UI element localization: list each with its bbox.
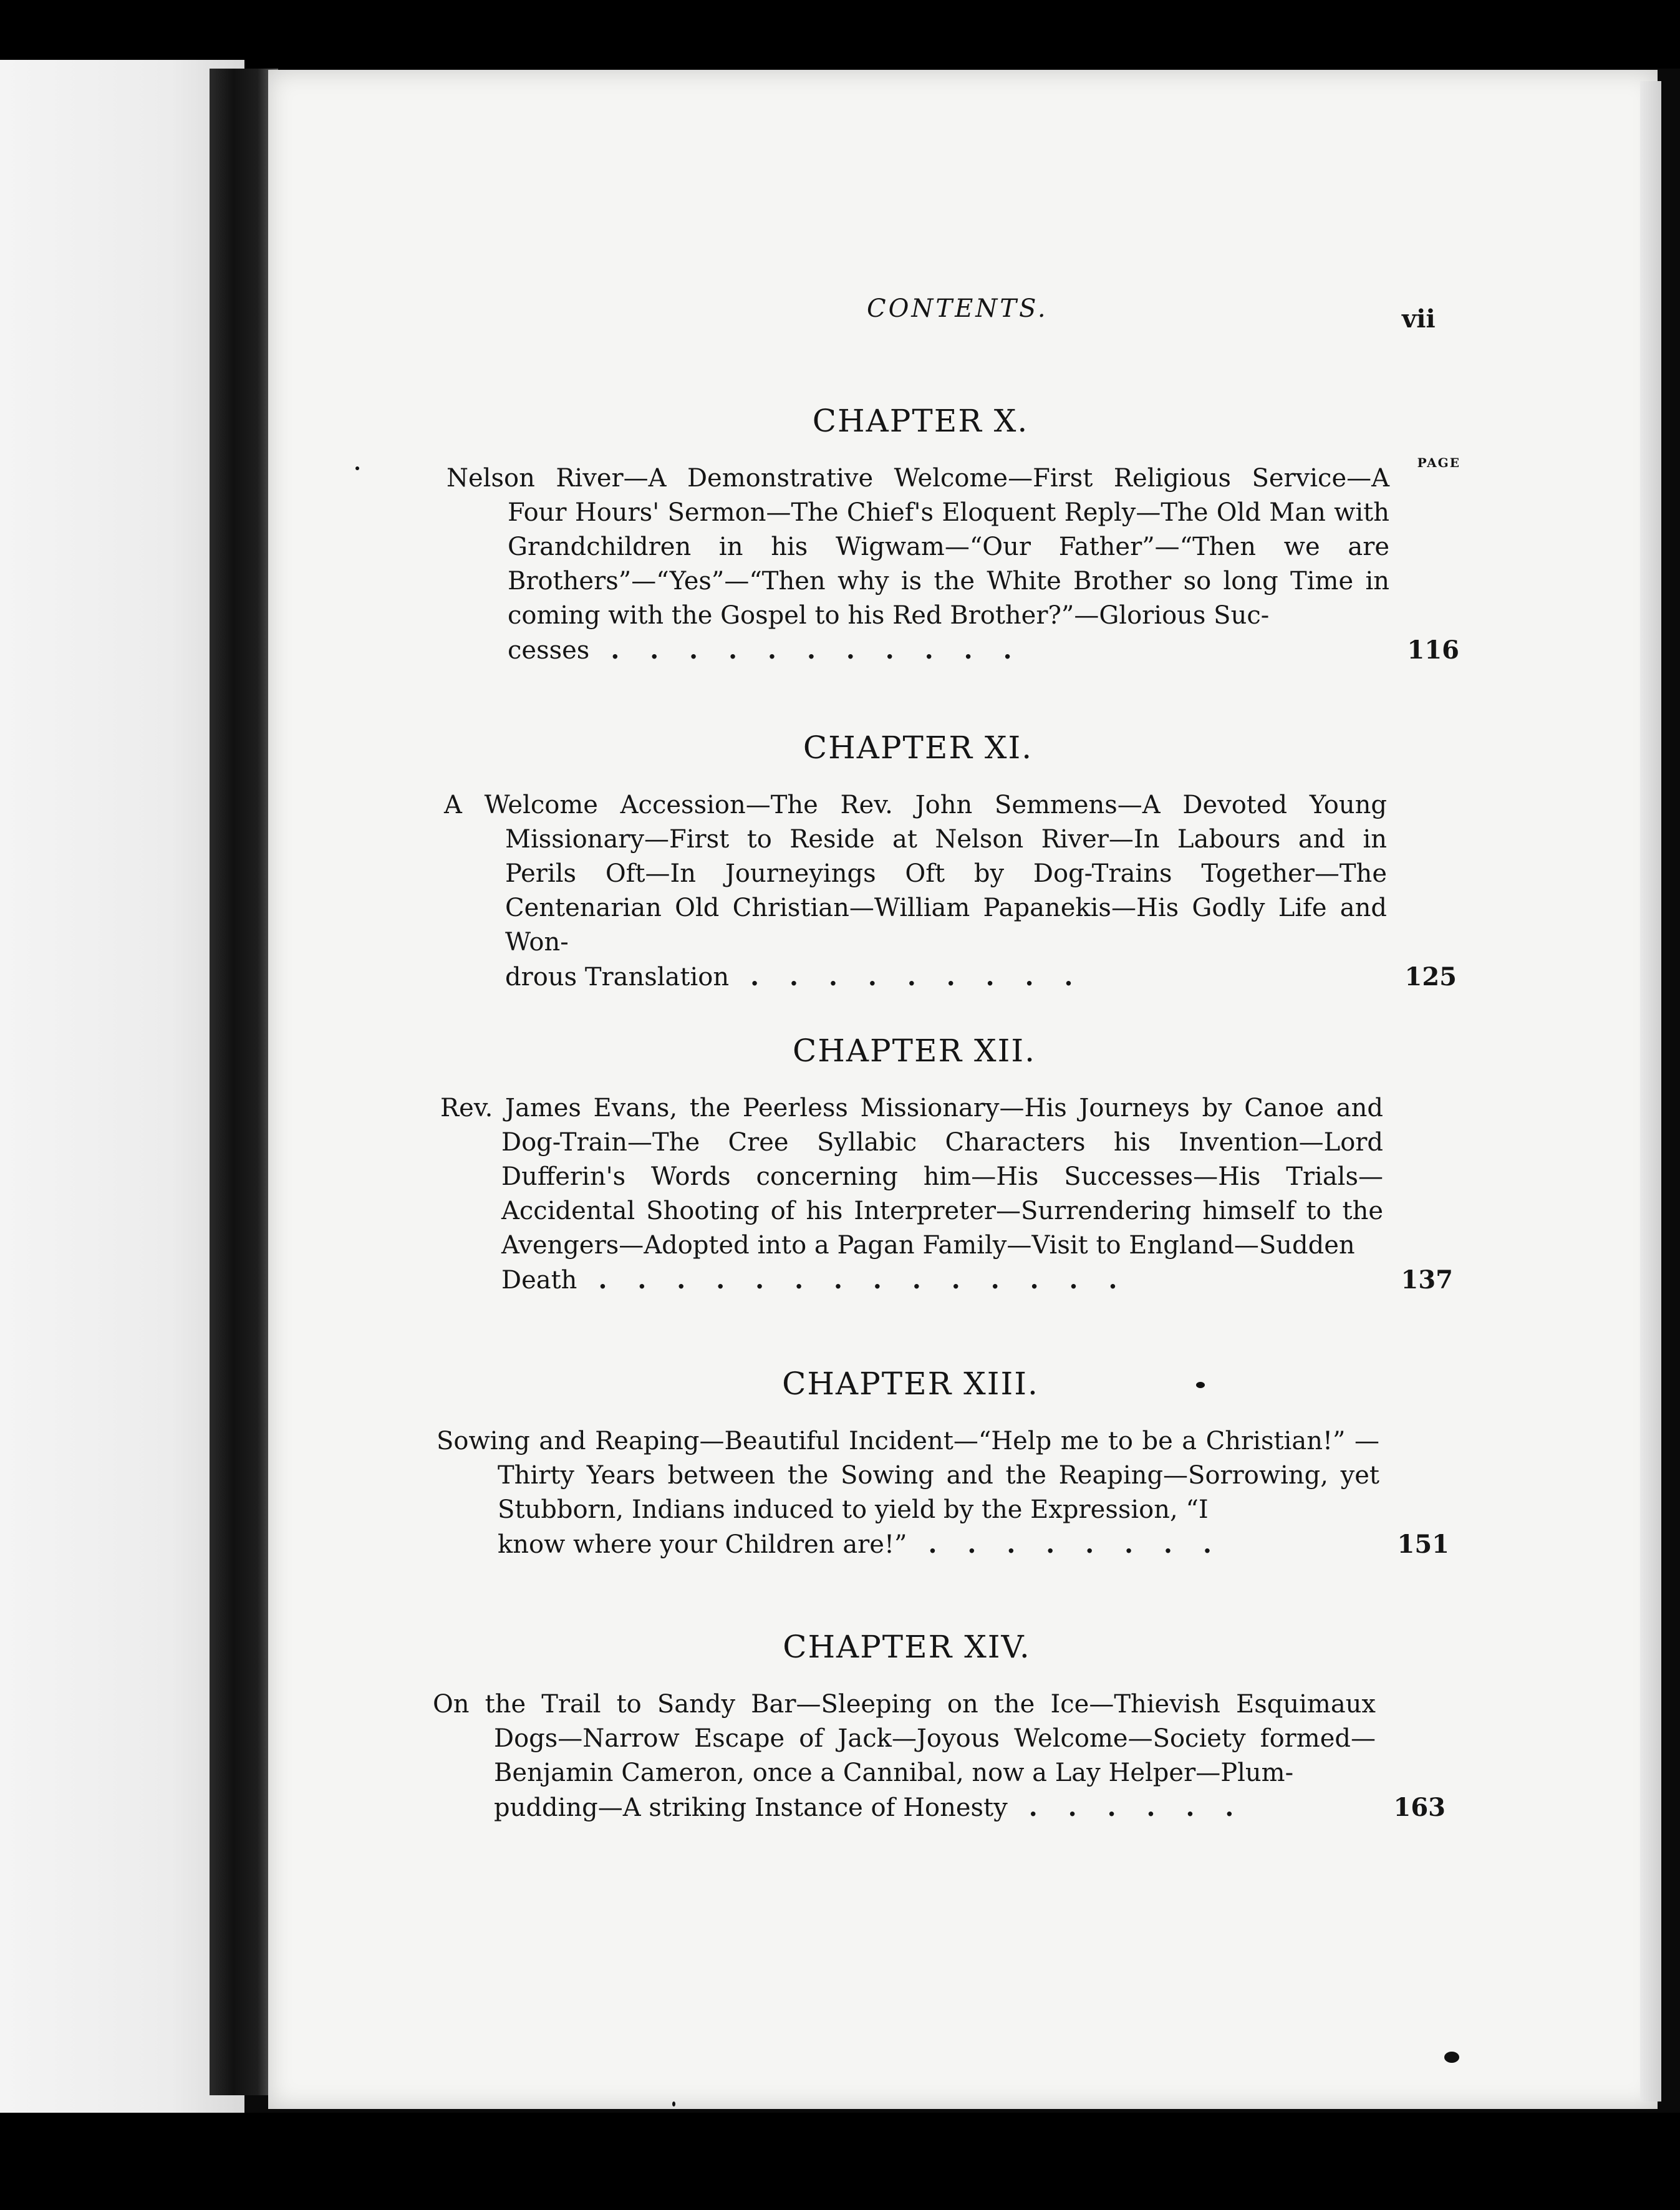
facing-page-left [0, 60, 244, 2115]
synopsis-last-line [444, 960, 1457, 995]
chapter-heading: CHAPTER XIII. [782, 1366, 1039, 1402]
dot-leader: .............. [598, 1265, 1148, 1295]
chapter-entry [444, 730, 1457, 995]
dot-leader: ...... [1028, 1793, 1265, 1822]
chapter-heading: CHAPTER XIV. [783, 1629, 1031, 1665]
page-number: 163 [1393, 1793, 1446, 1822]
page-number: 116 [1407, 635, 1459, 665]
page-edge [1640, 81, 1661, 2101]
page-number: 151 [1397, 1530, 1449, 1559]
chapter-heading: CHAPTER X. [812, 403, 1029, 439]
running-head: CONTENTS. [867, 294, 1048, 323]
chapter-entry [447, 403, 1460, 668]
scan-bottom-border [0, 2113, 1680, 2210]
dot-leader: ......... [750, 962, 1104, 992]
chapter-synopsis: A Welcome Accession—The Rev. John Semmens—A Devoted Young Missionary—First to Reside at Nelson River—In Labours and in Perils Oft—In Journeyings Oft by Dog-Trains Together—The Centenarian Old Christian—William Papanekis—His Godly Life and Won- [444, 791, 1387, 957]
chapter-entry [437, 1366, 1449, 1562]
chapter-entry [433, 1629, 1446, 1825]
synopsis-last-line [437, 1527, 1449, 1562]
page-number: 125 [1404, 962, 1457, 992]
ink-speck [1196, 1382, 1205, 1388]
page-number: 137 [1401, 1265, 1453, 1295]
ink-speck [672, 2101, 675, 2106]
chapter-heading: CHAPTER XII. [793, 1033, 1036, 1069]
chapter-entry [440, 1033, 1453, 1298]
chapter-synopsis: Rev. James Evans, the Peerless Missionary—His Journeys by Canoe and Dog-Train—The Cree Syllabic Characters his Invention—Lord Dufferin's Words concerning him—His Successes—His Trials—Accidental Shooting of his Interpreter—Surrendering himself to the Avengers—Adopted into a Pagan Family—Visit to England—Sudden [440, 1094, 1383, 1260]
dot-leader: ........ [928, 1530, 1242, 1559]
page-folio: vii [1402, 304, 1436, 334]
synopsis-ending: pudding—A striking Instance of Honesty [494, 1793, 1008, 1822]
chapter-synopsis: Nelson River—A Demonstrative Welcome—First Religious Service—A Four Hours' Sermon—The Chief's Eloquent Reply—The Old Man with Grandchildren in his Wigwam—“Our Father”—“Then we are Brothers”—“Yes”—“Then why is the White Brother so long Time in coming with the Gospel to his Red Brother?”—Glorious Suc- [447, 464, 1389, 630]
chapter-heading: CHAPTER XI. [803, 730, 1033, 766]
synopsis-ending: know where your Children are!” [498, 1530, 907, 1559]
synopsis-last-line [433, 1790, 1446, 1825]
dot-leader: ........... [611, 635, 1043, 665]
synopsis-last-line [447, 633, 1459, 668]
synopsis-ending: drous Translation [505, 963, 730, 992]
synopsis-ending: Death [501, 1266, 577, 1295]
chapter-synopsis: Sowing and Reaping—Beautiful Incident—“Help me to be a Christian!” —Thirty Years between the Sowing and the Reaping—Sorrowing, yet Stubborn, Indians induced to yield by the Expression, “I [437, 1427, 1379, 1524]
ink-speck [355, 466, 359, 470]
synopsis-ending: cesses [508, 636, 590, 665]
scan-top-border [0, 0, 1680, 69]
ink-speck [1444, 2052, 1459, 2063]
page-column-label: PAGE [1417, 455, 1460, 470]
chapter-synopsis: On the Trail to Sandy Bar—Sleeping on the Ice—Thievish Esquimaux Dogs—Narrow Escape of Jack—Joyous Welcome—Society formed—Benjamin Cameron, once a Cannibal, now a Lay Helper—Plum- [433, 1690, 1376, 1787]
synopsis-last-line [440, 1263, 1453, 1298]
